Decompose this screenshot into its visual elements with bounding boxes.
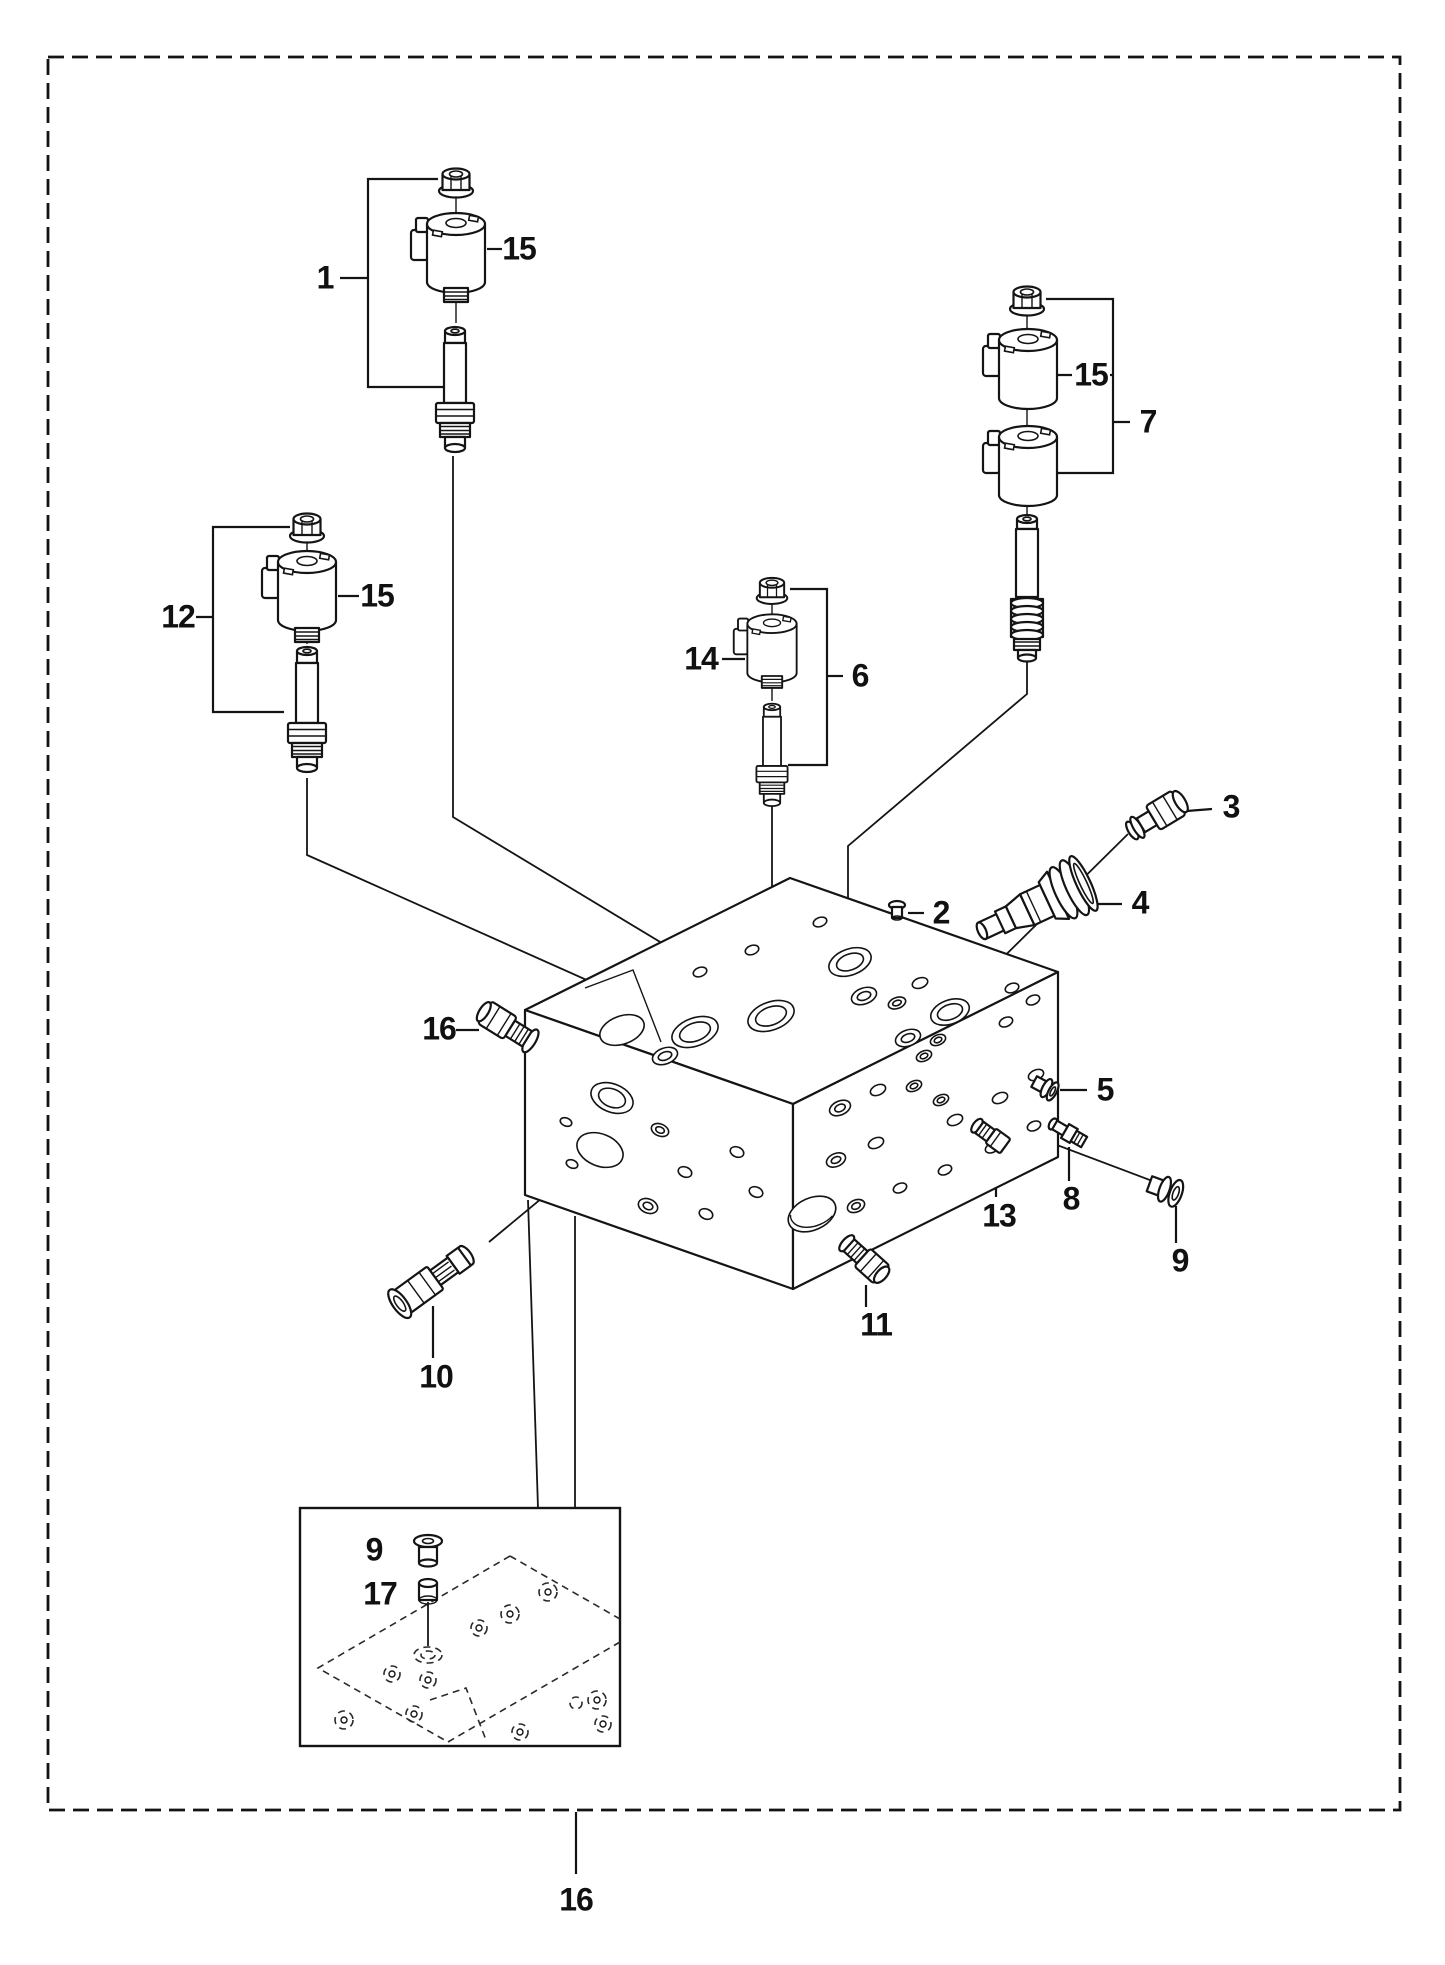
- callout-5: 5: [1096, 1071, 1114, 1108]
- callout-16-left: 16: [422, 1010, 456, 1047]
- callout-10: 10: [419, 1358, 453, 1395]
- hex-nut: [439, 169, 473, 198]
- callout-6: 6: [851, 657, 869, 694]
- solenoid-coil: [983, 329, 1057, 409]
- callout-17: 17: [363, 1575, 397, 1612]
- callout-13: 13: [982, 1197, 1016, 1234]
- callout-7: 7: [1139, 403, 1157, 440]
- plug-9-inset: [414, 1535, 442, 1567]
- callout-15-top: 15: [502, 230, 536, 267]
- plug-screw-2: [889, 901, 905, 920]
- solenoid-assembly-1: [411, 169, 485, 453]
- callout-16-bottom: 16: [559, 1881, 593, 1918]
- valve-block: [525, 878, 1058, 1289]
- callout-8: 8: [1062, 1180, 1080, 1217]
- callout-2: 2: [932, 894, 950, 931]
- solenoid-assembly-7: [983, 287, 1057, 662]
- solenoid-coil: [411, 213, 485, 293]
- callout-15-right: 15: [1074, 356, 1108, 393]
- inset-underside-view: [300, 1508, 620, 1746]
- callout-14: 14: [684, 640, 718, 677]
- solenoid-coil: [734, 614, 797, 682]
- callout-4: 4: [1131, 884, 1149, 921]
- solenoid-coil: [262, 551, 336, 631]
- callout-15-left: 15: [360, 577, 394, 614]
- callout-3: 3: [1222, 788, 1240, 825]
- callout-9-inset: 9: [365, 1531, 383, 1568]
- solenoid-assembly-12: [262, 514, 336, 773]
- cartridge-valve: [436, 327, 474, 452]
- callout-9-right: 9: [1171, 1242, 1189, 1279]
- solenoid-assembly-14: [734, 578, 797, 806]
- orifice-17: [419, 1579, 437, 1604]
- cartridge-valve-long: [1011, 515, 1043, 662]
- solenoid-coil: [983, 426, 1057, 506]
- cartridge-valve: [756, 704, 787, 807]
- callout-11: 11: [860, 1306, 892, 1343]
- inset-box: [300, 1508, 620, 1746]
- callout-1: 1: [316, 259, 334, 296]
- coupling-plug-4: [966, 853, 1103, 959]
- plug-9: [1145, 1171, 1187, 1209]
- hex-nut: [1010, 287, 1044, 316]
- hex-plug-3: [1122, 787, 1192, 844]
- callout-12: 12: [161, 598, 195, 635]
- cartridge-valve: [288, 647, 326, 772]
- hex-nut: [757, 578, 788, 604]
- hex-nut: [290, 514, 324, 543]
